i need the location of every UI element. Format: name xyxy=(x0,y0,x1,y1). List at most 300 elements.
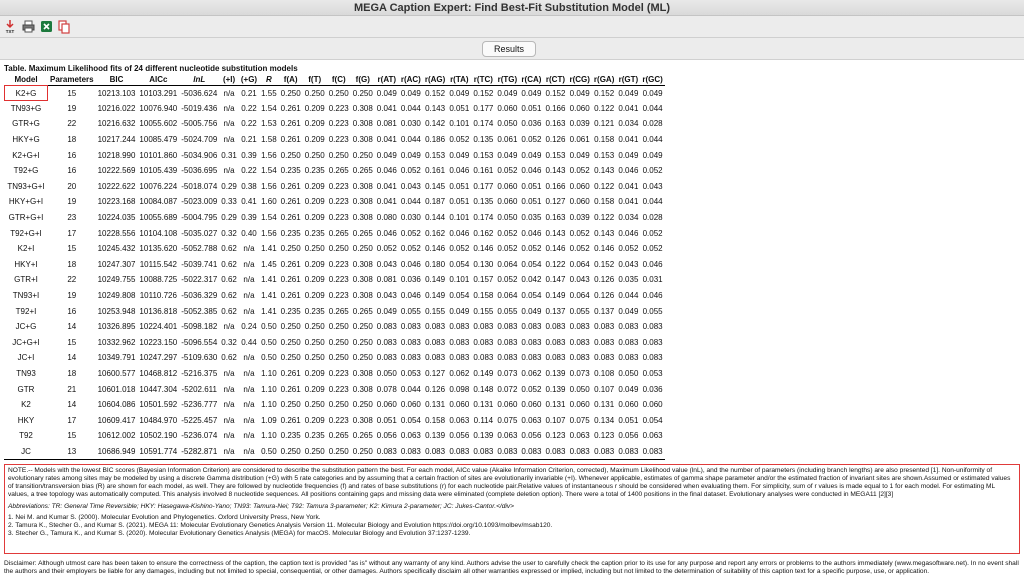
table-cell: 0.250 xyxy=(328,337,349,347)
tab-results[interactable]: Results xyxy=(482,41,536,57)
table-cell: 0.235 xyxy=(280,228,301,238)
table-cell: 0.143 xyxy=(425,103,446,113)
table-cell: 0.223 xyxy=(328,103,349,113)
table-cell: 0.261 xyxy=(280,119,301,129)
model-name-cell: K2 xyxy=(21,400,31,410)
table-cell: 0.083 xyxy=(400,337,421,347)
table-cell: 0.223 xyxy=(328,119,349,129)
table-cell: n/a xyxy=(243,431,255,441)
table-cell: 0.162 xyxy=(425,228,446,238)
table-cell: 0.223 xyxy=(328,384,349,394)
table-cell: 0.149 xyxy=(545,291,566,301)
table-row xyxy=(4,257,665,273)
table-cell: 0.051 xyxy=(449,103,470,113)
table-cell: 0.056 xyxy=(521,431,542,441)
table-cell: 1.55 xyxy=(261,88,277,98)
table-cell: 0.250 xyxy=(328,322,349,332)
table-cell: 0.139 xyxy=(545,368,566,378)
table-cell: 0.235 xyxy=(304,306,325,316)
table-cell: 0.144 xyxy=(425,213,446,223)
table-cell: 0.209 xyxy=(304,275,325,285)
table-cell: 0.043 xyxy=(569,275,590,285)
table-cell: 0.083 xyxy=(400,353,421,363)
table-cell: -5216.375 xyxy=(181,368,218,378)
table-cell: 0.62 xyxy=(221,259,237,269)
note-text: NOTE.-- Models with the lowest BIC scores (Bayesian Information Criterion) are considered to describe the substitution pattern the best. For each model, AICc value (Akaike Information Criterion, corrected), Maximum Likelihood value (lnL), and the number of parameters (including branch lengths) are also presented [1]. Non-uniformity of evolutionary rates among sites may be modeled by using a discrete Gamma distribution (+G) with 5 rate categories and by assuming that a certain fraction of sites are evolutionarily invariable (+I). Whenever applicable, estimates of gamma shape parameter and/or the estimated fraction of invariant sites are shown.Assumed or estimated values of transition/transversion bias (R) are shown for each model, as well. They are followed by nucleotide frequencies (f) and rates of base substitutions (r) for each nucleotide pair.Relative values of instantaneous r should be considered when evaluating them. For simplicity, sum of r values is made equal to 1 for each model. For estimating ML values, a tree topology was automatically computed. This analysis involved 8 nucleotide sequences. All positions containing gaps and missing data were eliminated (complete deletion option). There were a total of 1400 positions in the final dataset. Evolutionary analyses were conducted in MEGA11 [2][3] xyxy=(8,466,1011,498)
table-cell: 0.063 xyxy=(400,431,421,441)
table-cell: 0.083 xyxy=(497,353,518,363)
table-cell: 0.146 xyxy=(473,244,494,254)
table-cell: 0.126 xyxy=(594,291,615,301)
table-cell: 0.083 xyxy=(375,444,399,460)
table-cell: 10600.577 xyxy=(97,368,136,378)
table-cell: 0.046 xyxy=(618,166,639,176)
table-cell: 10110.726 xyxy=(139,291,177,301)
table-cell: 10216.022 xyxy=(97,103,136,113)
table-row xyxy=(4,116,665,132)
table-cell: 0.308 xyxy=(352,103,373,113)
table-cell: n/a xyxy=(223,322,235,332)
table-cell: 0.143 xyxy=(545,166,566,176)
table-cell: 0.083 xyxy=(594,337,615,347)
table-cell: 0.049 xyxy=(618,306,639,316)
table-cell: 0.62 xyxy=(221,275,237,285)
table-cell: 1.09 xyxy=(261,415,277,425)
table-cell: -5096.554 xyxy=(181,337,218,347)
table-cell: 0.126 xyxy=(545,135,566,145)
table-cell: 0.265 xyxy=(328,431,349,441)
table-cell: 0.250 xyxy=(328,150,349,160)
table-cell: -5019.436 xyxy=(181,103,218,113)
table-cell: 0.209 xyxy=(304,103,325,113)
table-cell: 0.261 xyxy=(280,181,301,191)
table-cell: 0.223 xyxy=(328,181,349,191)
table-cell: -5024.709 xyxy=(181,135,218,145)
table-cell: n/a xyxy=(243,384,255,394)
table-cell: 0.250 xyxy=(280,337,301,347)
table-cell: 0.122 xyxy=(594,181,615,191)
table-cell: 0.083 xyxy=(423,444,447,460)
table-cell: 0.063 xyxy=(449,415,470,425)
model-name-cell: HKY xyxy=(17,415,35,425)
table-cell: 0.153 xyxy=(545,150,566,160)
table-cell: 0.049 xyxy=(618,88,639,98)
model-name-cell: JC xyxy=(4,444,48,460)
table-cell: 0.261 xyxy=(280,213,301,223)
table-cell: 0.147 xyxy=(545,275,566,285)
table-cell: 10135.620 xyxy=(139,244,178,254)
table-cell: 0.062 xyxy=(449,368,470,378)
table-cell: -5039.741 xyxy=(181,259,218,269)
table-cell: 0.052 xyxy=(521,135,542,145)
table-cell: 1.60 xyxy=(261,197,277,207)
table-cell: 0.131 xyxy=(545,400,566,410)
table-cell: 0.209 xyxy=(304,415,325,425)
table-cell: 10447.304 xyxy=(139,384,178,394)
table-cell: 0.250 xyxy=(304,337,325,347)
table-cell: 0.044 xyxy=(618,291,639,301)
table-cell: 0.40 xyxy=(241,228,257,238)
table-cell: 0.083 xyxy=(616,444,640,460)
table-cell: 0.235 xyxy=(280,306,301,316)
table-cell: 0.035 xyxy=(521,213,542,223)
table-cell: 0.186 xyxy=(425,135,446,145)
table-cell: 0.209 xyxy=(304,384,325,394)
table-cell: n/a xyxy=(243,275,255,285)
export-txt-button[interactable] xyxy=(3,19,17,35)
table-cell: 0.250 xyxy=(280,150,301,160)
table-cell: 0.051 xyxy=(449,181,470,191)
table-cell: 0.049 xyxy=(521,88,542,98)
table-cell: 14 xyxy=(67,400,77,410)
table-cell: 18 xyxy=(67,368,77,378)
table-cell: 10228.556 xyxy=(97,228,136,238)
table-cell: 0.046 xyxy=(400,291,421,301)
table-cell: 0.060 xyxy=(521,400,542,410)
table-cell: 0.061 xyxy=(497,135,518,145)
table-cell: 0.041 xyxy=(376,197,397,207)
table-cell: 0.130 xyxy=(473,259,494,269)
table-cell: 0.064 xyxy=(497,259,518,269)
table-cell: 0.148 xyxy=(473,384,494,394)
table-cell: 0.080 xyxy=(376,213,397,223)
table-cell: 0.083 xyxy=(545,353,566,363)
table-cell: 0.030 xyxy=(400,119,421,129)
table-cell: 0.083 xyxy=(471,444,495,460)
table-cell: 0.157 xyxy=(473,275,494,285)
copy-button[interactable] xyxy=(57,19,71,35)
table-cell: 0.046 xyxy=(449,166,470,176)
table-cell: 1.41 xyxy=(261,306,277,316)
table-cell: -5052.385 xyxy=(181,306,218,316)
model-name-cell: JC+I xyxy=(17,353,35,363)
table-cell: 0.063 xyxy=(642,431,663,441)
table-cell: 0.036 xyxy=(521,119,542,129)
table-cell: 0.083 xyxy=(594,322,615,332)
table-cell: 10349.791 xyxy=(97,353,136,363)
table-cell: 0.052 xyxy=(449,135,470,145)
table-cell: 0.250 xyxy=(304,88,325,98)
column-header: r(CG) xyxy=(569,74,590,84)
table-cell: 0.083 xyxy=(495,444,519,460)
table-header-row xyxy=(4,74,665,85)
table-cell: 14 xyxy=(67,322,77,332)
table-cell: 0.39 xyxy=(241,150,257,160)
table-cell: 0.083 xyxy=(473,337,494,347)
reference-2: 2. Tamura K., Stecher G., and Kumar S. (2021). MEGA 11: Molecular Evolutionary Genetics Analysis Version 11. Molecular Biology and Evolution https://doi.org/10.1093/molbev/msab120. xyxy=(8,521,553,529)
table-cell: 10088.725 xyxy=(139,275,178,285)
table-cell: 0.098 xyxy=(449,384,470,394)
table-row xyxy=(4,350,665,366)
table-cell: 10222.622 xyxy=(97,181,136,191)
table-cell: 0.107 xyxy=(545,415,566,425)
table-cell: 0.158 xyxy=(594,135,615,145)
table-cell: 0.036 xyxy=(400,275,421,285)
table-cell: 0.250 xyxy=(304,353,325,363)
table-cell: 0.083 xyxy=(447,444,471,460)
table-cell: 0.235 xyxy=(304,228,325,238)
table-cell: 16 xyxy=(67,166,77,176)
table-cell: 20 xyxy=(67,181,77,191)
table-cell: 0.050 xyxy=(497,213,518,223)
table-cell: 0.29 xyxy=(221,181,237,191)
table-cell: -5034.906 xyxy=(181,150,218,160)
table-cell: n/a xyxy=(243,306,255,316)
table-cell: 10484.970 xyxy=(139,415,178,425)
table-cell: 0.083 xyxy=(425,322,446,332)
table-cell: 0.308 xyxy=(352,291,373,301)
table-cell: 0.139 xyxy=(473,431,494,441)
table-cell: -5236.777 xyxy=(181,400,218,410)
table-cell: 0.083 xyxy=(376,337,397,347)
table-cell: 0.155 xyxy=(473,306,494,316)
table-cell: 0.235 xyxy=(280,166,301,176)
table-cell: -5036.624 xyxy=(181,88,218,98)
table-cell: 1.10 xyxy=(261,431,277,441)
table-cell: 0.044 xyxy=(642,103,663,113)
table-cell: 0.054 xyxy=(400,415,421,425)
table-cell: 0.049 xyxy=(642,88,663,98)
table-cell: 0.054 xyxy=(449,291,470,301)
table-cell: -5023.009 xyxy=(181,197,218,207)
table-cell: 0.235 xyxy=(280,431,301,441)
table-cell: 0.083 xyxy=(449,322,470,332)
model-fit-table xyxy=(4,74,665,460)
table-cell: 0.166 xyxy=(545,181,566,191)
table-cell: 0.041 xyxy=(376,181,397,191)
table-title: Table. Maximum Likelihood fits of 24 different nucleotide substitution models xyxy=(4,64,298,73)
table-cell: 0.39 xyxy=(241,213,257,223)
table-cell: 0.146 xyxy=(594,244,615,254)
table-cell: 0.046 xyxy=(449,228,470,238)
table-cell: 0.051 xyxy=(521,197,542,207)
table-cell: 0.308 xyxy=(352,119,373,129)
table-cell: 0.209 xyxy=(304,181,325,191)
model-name-cell: K2+G+I xyxy=(12,150,40,160)
table-cell: 1.53 xyxy=(261,119,277,129)
table-cell: 0.054 xyxy=(642,415,663,425)
table-cell: 0.035 xyxy=(618,275,639,285)
print-icon xyxy=(22,20,35,33)
table-cell: 0.049 xyxy=(569,150,590,160)
table-cell: 0.083 xyxy=(592,444,616,460)
table-cell: 0.114 xyxy=(473,415,494,425)
table-row xyxy=(4,366,665,382)
table-cell: 0.052 xyxy=(569,244,590,254)
table-cell: 0.083 xyxy=(425,337,446,347)
table-cell: n/a xyxy=(223,415,235,425)
table-cell: 0.060 xyxy=(497,400,518,410)
table-cell: n/a xyxy=(223,119,235,129)
table-cell: 0.083 xyxy=(642,337,663,347)
table-cell: 0.261 xyxy=(280,103,301,113)
table-cell: 0.209 xyxy=(304,135,325,145)
table-cell: 0.137 xyxy=(545,306,566,316)
column-header: r(AT) xyxy=(375,74,399,85)
table-cell: 0.261 xyxy=(280,368,301,378)
model-name-cell: GTR+G xyxy=(12,119,40,129)
table-cell: 0.083 xyxy=(618,337,639,347)
reference-3: 3. Stecher G., Tamura K., and Kumar S. (2020). Molecular Evolutionary Genetics Analysis (MEGA) for macOS. Molecular Biology and Evolution 37:1237-1239. xyxy=(8,529,471,537)
table-cell: n/a xyxy=(243,244,255,254)
table-cell: 0.50 xyxy=(259,444,279,460)
table-cell: n/a xyxy=(223,431,235,441)
table-cell: 0.123 xyxy=(545,431,566,441)
table-cell: 19 xyxy=(67,197,77,207)
copy-icon xyxy=(58,20,71,34)
table-cell: 0.050 xyxy=(569,384,590,394)
table-cell: 1.10 xyxy=(261,368,277,378)
table-cell: 0.250 xyxy=(304,244,325,254)
table-cell: 0.261 xyxy=(280,384,301,394)
table-cell: 0.223 xyxy=(328,259,349,269)
table-cell: 22 xyxy=(67,275,77,285)
table-cell: 19 xyxy=(67,291,77,301)
table-cell: -5035.027 xyxy=(181,228,218,238)
table-cell: 0.261 xyxy=(280,275,301,285)
table-cell: 0.052 xyxy=(497,244,518,254)
table-cell: 0.049 xyxy=(376,306,397,316)
table-cell: 10085.479 xyxy=(139,135,178,145)
table-cell: 0.250 xyxy=(304,150,325,160)
table-body xyxy=(4,85,665,459)
table-cell: 0.041 xyxy=(618,197,639,207)
table-cell: 0.139 xyxy=(545,384,566,394)
table-cell: 16 xyxy=(67,150,77,160)
column-header: f(C) xyxy=(327,74,351,85)
table-cell: 0.052 xyxy=(569,228,590,238)
table-cell: 0.153 xyxy=(425,150,446,160)
table-cell: 0.162 xyxy=(473,228,494,238)
table-cell: 0.049 xyxy=(449,150,470,160)
table-cell: 0.060 xyxy=(569,400,590,410)
column-header: f(A) xyxy=(279,74,303,85)
table-cell: 0.039 xyxy=(569,119,590,129)
table-cell: 0.223 xyxy=(328,368,349,378)
table-cell: 0.081 xyxy=(376,275,397,285)
table-cell: 0.043 xyxy=(618,259,639,269)
model-name-cell: GTR xyxy=(17,384,35,394)
table-cell: 1.54 xyxy=(261,166,277,176)
column-header: Model xyxy=(4,74,48,85)
table-row xyxy=(4,194,665,210)
table-cell: 0.158 xyxy=(425,415,446,425)
table-cell: 10101.860 xyxy=(139,150,178,160)
table-cell: 0.143 xyxy=(594,228,615,238)
table-cell: 0.209 xyxy=(304,119,325,129)
table-cell: 10223.150 xyxy=(139,337,178,347)
table-cell: -5036.329 xyxy=(181,291,218,301)
table-cell: -5052.788 xyxy=(181,244,218,254)
table-cell: 10501.592 xyxy=(139,400,178,410)
table-cell: 0.049 xyxy=(618,384,639,394)
table-cell: 0.143 xyxy=(545,228,566,238)
table-cell: 0.083 xyxy=(376,353,397,363)
table-cell: 0.049 xyxy=(521,306,542,316)
table-cell: 0.149 xyxy=(425,291,446,301)
print-button[interactable] xyxy=(21,19,35,35)
model-name-cell: HKY+G+I xyxy=(8,197,44,207)
results-content xyxy=(0,61,1024,575)
excel-button[interactable] xyxy=(39,19,53,35)
column-header: f(G) xyxy=(351,74,375,85)
table-cell: 0.250 xyxy=(351,444,375,460)
table-cell: 0.052 xyxy=(497,275,518,285)
table-cell: -5036.695 xyxy=(181,166,218,176)
column-header: AICc xyxy=(137,74,179,85)
table-cell: 1.58 xyxy=(261,135,277,145)
table-cell: 0.152 xyxy=(594,88,615,98)
table-cell: 0.051 xyxy=(376,415,397,425)
table-cell: 10218.990 xyxy=(97,150,136,160)
export-txt-icon xyxy=(4,19,16,34)
table-cell: 0.308 xyxy=(352,415,373,425)
model-name-cell: JC+G+I xyxy=(12,337,40,347)
table-cell: 0.223 xyxy=(328,415,349,425)
model-name-cell: HKY+G xyxy=(12,135,40,145)
table-cell: 0.131 xyxy=(425,400,446,410)
table-cell: 0.062 xyxy=(521,368,542,378)
table-cell: 0.064 xyxy=(497,291,518,301)
table-cell: 0.052 xyxy=(569,166,590,176)
table-cell: 10217.244 xyxy=(97,135,136,145)
table-cell: 0.250 xyxy=(328,88,349,98)
column-header: r(TA) xyxy=(447,74,471,85)
table-cell: 0.250 xyxy=(280,244,301,254)
table-cell: 0.163 xyxy=(545,119,566,129)
table-cell: 0.043 xyxy=(376,291,397,301)
table-cell: n/a xyxy=(243,259,255,269)
model-name-cell: TN93 xyxy=(16,368,36,378)
table-row xyxy=(4,210,665,226)
table-cell: n/a xyxy=(223,135,235,145)
table-cell: 0.223 xyxy=(328,197,349,207)
table-cell: n/a xyxy=(243,368,255,378)
model-name-cell: TN93+G+I xyxy=(7,181,45,191)
table-cell: 0.158 xyxy=(473,291,494,301)
table-cell: 0.049 xyxy=(642,150,663,160)
table-cell: 0.250 xyxy=(352,88,373,98)
table-cell: 0.063 xyxy=(521,415,542,425)
table-row xyxy=(4,381,665,397)
table-cell: 0.083 xyxy=(640,444,664,460)
table-cell: 0.083 xyxy=(449,337,470,347)
table-cell: -5098.182 xyxy=(181,322,218,332)
table-cell: 0.043 xyxy=(376,259,397,269)
table-cell: 0.308 xyxy=(352,135,373,145)
model-name-cell: GTR+I xyxy=(14,275,38,285)
table-cell: -5202.611 xyxy=(181,384,217,394)
table-cell: 0.308 xyxy=(352,213,373,223)
table-cell: -5225.457 xyxy=(181,415,218,425)
table-cell: 0.33 xyxy=(221,197,237,207)
table-cell: 10686.949 xyxy=(96,444,138,460)
table-cell: 1.54 xyxy=(261,103,277,113)
table-cell: 0.046 xyxy=(376,166,397,176)
table-cell: 0.053 xyxy=(400,368,421,378)
table-cell: 10076.224 xyxy=(139,181,178,191)
table-cell: -5282.871 xyxy=(179,444,219,460)
caption-note xyxy=(4,464,1020,554)
table-cell: n/a xyxy=(243,291,255,301)
table-cell: 0.034 xyxy=(618,213,639,223)
table-cell: 0.050 xyxy=(497,119,518,129)
table-cell: 0.146 xyxy=(545,244,566,254)
table-cell: 0.052 xyxy=(400,228,421,238)
table-cell: 0.056 xyxy=(618,431,639,441)
table-cell: 0.126 xyxy=(425,384,446,394)
table-cell: 0.060 xyxy=(497,197,518,207)
